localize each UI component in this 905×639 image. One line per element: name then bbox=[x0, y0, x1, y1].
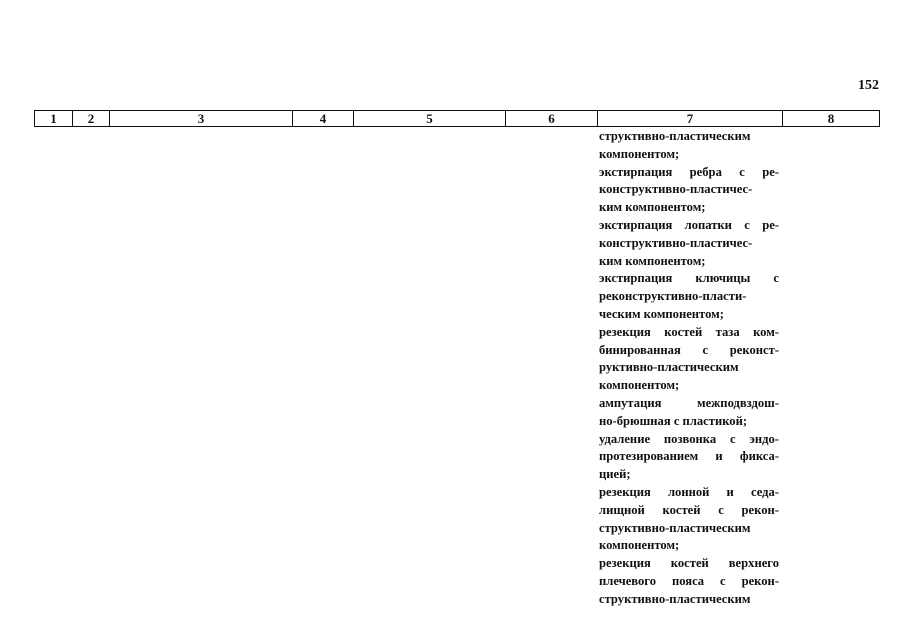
text-line: компонентом; bbox=[599, 378, 680, 393]
text-line: структивно-пластическим bbox=[599, 129, 751, 143]
column-header-3: 3 bbox=[110, 111, 293, 126]
text-line: структивно-пластическим bbox=[599, 520, 751, 535]
column-7-text bbox=[599, 128, 779, 609]
text-line: ким компонентом; bbox=[599, 200, 706, 215]
text-line: ким компонентом; bbox=[599, 253, 706, 268]
text-line: бинированная с реконст- bbox=[599, 342, 779, 357]
column-header-8: 8 bbox=[827, 111, 835, 126]
text-line: протезированием и фикса- bbox=[599, 449, 779, 464]
text-line: экстирпация ребра с ре- bbox=[599, 164, 779, 179]
column-header-2: 2 bbox=[73, 111, 110, 126]
page-number: 152 bbox=[858, 78, 879, 93]
text-line: резекция костей верхнего bbox=[599, 556, 779, 571]
column-header-4: 4 bbox=[293, 111, 354, 126]
column-header-5: 5 bbox=[354, 111, 506, 126]
text-line: компонентом; bbox=[599, 146, 680, 161]
text-line: лищной костей с рекон- bbox=[599, 502, 779, 517]
text-line: резекция костей таза ком- bbox=[599, 324, 779, 339]
text-line: компонентом; bbox=[599, 538, 680, 553]
text-line: реконструктивно-пласти- bbox=[599, 289, 747, 304]
text-line: удаление позвонка с эндо- bbox=[599, 431, 779, 446]
text-line: экстирпация ключицы с bbox=[599, 271, 779, 286]
text-line: экстирпация лопатки с ре- bbox=[599, 217, 779, 232]
column-header-6: 6 bbox=[506, 111, 598, 126]
text-line: плечевого пояса с рекон- bbox=[599, 573, 779, 588]
column-header-7: 7 bbox=[598, 111, 783, 126]
table-header-row bbox=[34, 110, 880, 127]
text-line: но-брюшная с пластикой; bbox=[599, 413, 748, 428]
text-line: конструктивно-пластичес- bbox=[599, 235, 753, 250]
text-line: резекция лонной и седа- bbox=[599, 484, 779, 499]
text-line: ампутация межподвздош- bbox=[599, 395, 779, 410]
column-header-1: 1 bbox=[35, 111, 73, 126]
text-line: структивно-пластическим bbox=[599, 591, 751, 606]
text-line: руктивно-пластическим bbox=[599, 360, 739, 375]
text-line: конструктивно-пластичес- bbox=[599, 182, 753, 197]
text-line: ческим компонентом; bbox=[599, 306, 724, 321]
text-line: цией; bbox=[599, 467, 631, 482]
